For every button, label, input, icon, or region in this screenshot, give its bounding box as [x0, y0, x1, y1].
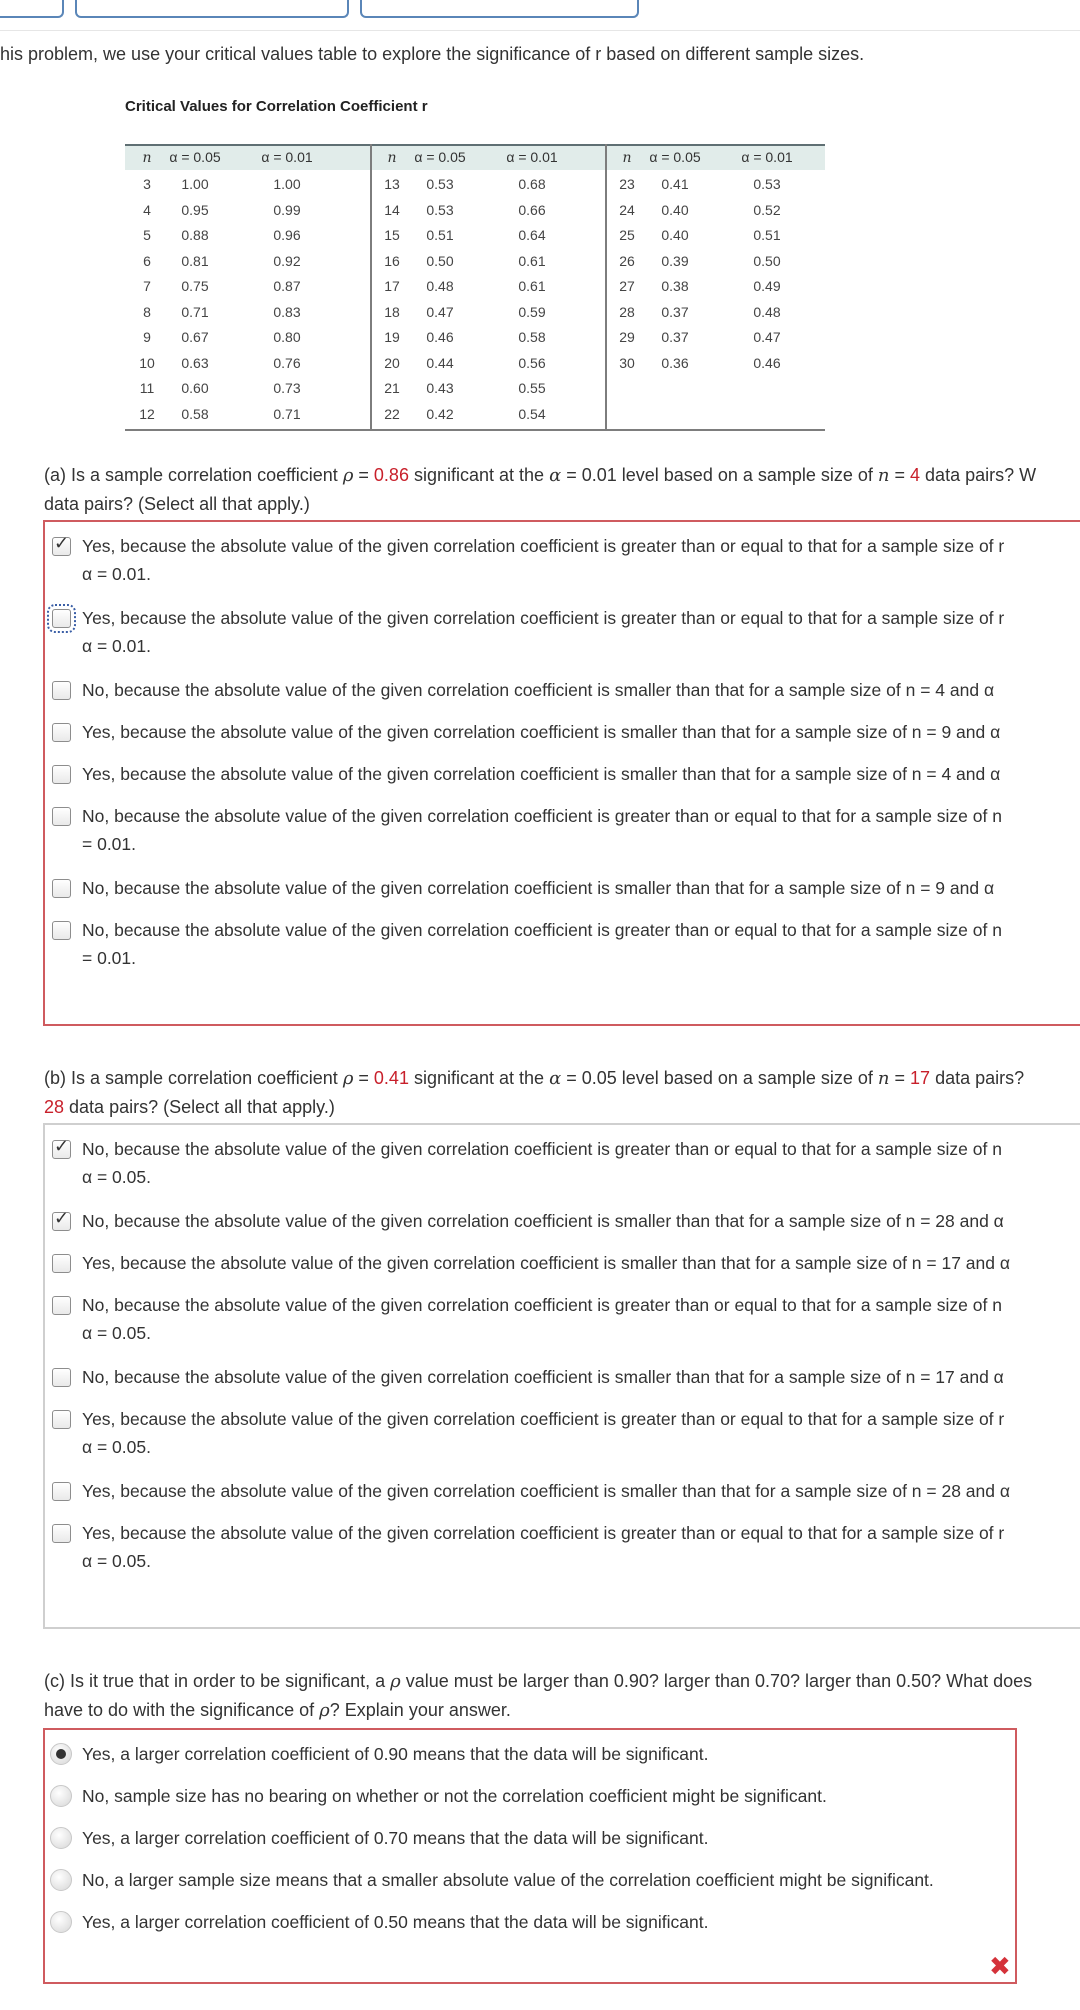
- table-cell-a01: 0.76: [273, 354, 301, 371]
- table-cell-a05: 0.48: [426, 278, 454, 294]
- table-cell-n: 11: [139, 380, 155, 396]
- table-cell-a01: 0.56: [518, 354, 546, 371]
- option-label-line2: α = 0.05.: [82, 1323, 151, 1343]
- option-label-line1: No, because the absolute value of the given correlation coefficient is greater than or equal to that for a sample size of n: [82, 806, 1002, 826]
- table-cell-a01: 0.61: [518, 278, 546, 294]
- table-cell-a01: 0.50: [753, 252, 781, 269]
- option-label[interactable]: [82, 1363, 1080, 1391]
- option-checkbox[interactable]: [52, 1524, 71, 1543]
- option-label-line1: No, because the absolute value of the given correlation coefficient is greater than or equal to that for a sample size of n: [82, 1139, 1002, 1159]
- option-label-line1: No, because the absolute value of the given correlation coefficient is smaller than that for a sample size of n = 4 and α: [82, 680, 995, 700]
- option-label[interactable]: [82, 874, 1080, 902]
- option-label[interactable]: [82, 1249, 1080, 1277]
- table-cell-a05: 1.00: [181, 176, 209, 192]
- table-cell-n: 27: [619, 278, 635, 294]
- table-cell-a01: 0.64: [518, 227, 546, 243]
- option-checkbox[interactable]: [52, 1296, 71, 1315]
- question-a-text: (a) Is a sample correlation coefficient ρ = 0.86 significant at the α = 0.01 level based on a sample size of n = 4 data pairs? W data pairs? (Select all that apply.): [44, 465, 1037, 514]
- table-cell-n: 5: [143, 227, 151, 243]
- table-cell-a05: 0.44: [426, 354, 454, 371]
- table-cell-a05: 0.67: [181, 329, 209, 345]
- table-cell-a05: 0.53: [426, 176, 454, 192]
- option-label-line1: Yes, because the absolute value of the given correlation coefficient is smaller than that for a sample size of n = 9 and α: [82, 722, 1001, 742]
- table-title: Critical Values for Correlation Coefficient r: [125, 98, 428, 115]
- table-cell-a01: 0.46: [753, 354, 781, 371]
- option-label[interactable]: No, sample size has no bearing on whether or not the correlation coefficient might be significant.: [82, 1786, 827, 1806]
- option-label[interactable]: [82, 718, 1080, 746]
- table-cell-a05: 0.75: [181, 278, 209, 294]
- table-cell-n: 30: [619, 354, 635, 371]
- intro-text: his problem, we use your critical values table to explore the significance of r based on different sample sizes.: [0, 44, 865, 64]
- option-label-line1: No, because the absolute value of the given correlation coefficient is smaller than that for a sample size of n = 9 and α: [82, 878, 995, 898]
- option-label-line1: No, because the absolute value of the given correlation coefficient is greater than or equal to that for a sample size of n: [82, 920, 1002, 940]
- table-cell-a05: 0.50: [426, 252, 454, 269]
- table-cell-n: 21: [384, 380, 400, 396]
- option-label-line1: No, because the absolute value of the given correlation coefficient is smaller than that for a sample size of n = 28 and α: [82, 1211, 1004, 1231]
- col-header-alpha-001: α = 0.01: [506, 149, 558, 165]
- table-cell-n: 28: [619, 303, 635, 320]
- option-label[interactable]: [82, 1135, 1080, 1191]
- table-cell-a01: 0.55: [518, 380, 546, 396]
- table-cell-n: 20: [384, 354, 400, 371]
- option-label[interactable]: No, a larger sample size means that a smaller absolute value of the correlation coefficient might be significant.: [82, 1870, 934, 1890]
- option-label[interactable]: [82, 1477, 1080, 1505]
- table-cell-a01: 0.47: [753, 329, 781, 345]
- table-cell-n: 29: [619, 329, 635, 345]
- table-cell-n: 17: [384, 278, 400, 294]
- table-cell-a05: 0.58: [181, 405, 209, 422]
- table-cell-a01: 0.66: [518, 201, 546, 218]
- table-cell-a05: 0.36: [661, 354, 689, 371]
- table-cell-n: 6: [143, 252, 151, 269]
- table-cell-a01: 0.59: [518, 303, 546, 320]
- table-cell-a05: 0.43: [426, 380, 454, 396]
- option-label-line1: No, because the absolute value of the given correlation coefficient is smaller than that for a sample size of n = 17 and α: [82, 1367, 1004, 1387]
- table-bottom-line: [125, 429, 825, 431]
- table-cell-a05: 0.53: [426, 201, 454, 218]
- table-cell-n: 3: [143, 176, 151, 192]
- col-header-n-label: n: [387, 150, 397, 166]
- table-cell-n: 23: [619, 176, 635, 192]
- col-header-alpha-005: α = 0.05: [649, 149, 701, 165]
- table-cell-n: 14: [384, 201, 400, 218]
- option-label-line1: Yes, because the absolute value of the given correlation coefficient is greater than or equal to that for a sample size of r: [82, 1523, 1005, 1543]
- col-header-n-label: n: [622, 150, 632, 166]
- table-cell-a05: 0.47: [426, 303, 454, 320]
- option-label-line2: α = 0.05.: [82, 1437, 151, 1457]
- critical-values-table: [125, 144, 825, 432]
- option-checkbox[interactable]: [52, 609, 71, 628]
- table-cell-a05: 0.42: [426, 405, 454, 422]
- table-cell-a01: 0.80: [273, 329, 301, 345]
- option-checkbox[interactable]: [52, 879, 71, 898]
- option-label-line1: Yes, because the absolute value of the given correlation coefficient is greater than or equal to that for a sample size of r: [82, 1409, 1005, 1429]
- option-checkbox[interactable]: [52, 807, 71, 826]
- table-cell-a01: 0.52: [753, 201, 781, 218]
- top-tab-1[interactable]: [0, 0, 64, 18]
- option-label[interactable]: Yes, a larger correlation coefficient of 0.50 means that the data will be significant.: [82, 1912, 709, 1932]
- option-label-line1: Yes, because the absolute value of the given correlation coefficient is greater than or equal to that for a sample size of r: [82, 608, 1005, 628]
- option-label-line2: α = 0.05.: [82, 1167, 151, 1187]
- option-label[interactable]: [82, 802, 1080, 858]
- option-radio[interactable]: [50, 1911, 72, 1933]
- table-cell-a05: 0.41: [661, 176, 689, 192]
- table-cell-a01: 0.71: [273, 405, 301, 422]
- option-label[interactable]: [82, 916, 1080, 972]
- table-cell-a05: 0.46: [426, 329, 454, 345]
- option-radio[interactable]: [50, 1869, 72, 1891]
- option-label[interactable]: [82, 760, 1080, 788]
- table-cell-a05: 0.37: [661, 329, 689, 345]
- option-checkbox[interactable]: [52, 921, 71, 940]
- table-cell-n: 7: [143, 278, 151, 294]
- table-cell-a05: 0.71: [181, 303, 209, 320]
- option-label-line1: Yes, because the absolute value of the given correlation coefficient is smaller than that for a sample size of n = 28 and α: [82, 1481, 1010, 1501]
- table-cell-a05: 0.39: [661, 252, 689, 269]
- table-cell-n: 26: [619, 252, 635, 269]
- col-header-alpha-001: α = 0.01: [741, 149, 793, 165]
- table-cell-n: 8: [143, 303, 151, 320]
- table-cell-a05: 0.38: [661, 278, 689, 294]
- table-cell-a01: 0.99: [273, 201, 301, 218]
- option-label-line2: α = 0.01.: [82, 636, 151, 656]
- col-header-n-label: n: [142, 150, 152, 166]
- option-checkbox[interactable]: [52, 1140, 71, 1159]
- table-cell-n: 16: [384, 252, 400, 269]
- table-cell-a05: 0.40: [661, 227, 689, 243]
- option-label-line2: = 0.01.: [82, 834, 137, 854]
- table-cell-n: 25: [619, 227, 635, 243]
- table-cell-n: 13: [384, 176, 400, 192]
- table-cell-n: 15: [384, 227, 400, 243]
- option-label-line2: α = 0.05.: [82, 1551, 151, 1571]
- option-label[interactable]: [82, 676, 1080, 704]
- option-label-line1: Yes, because the absolute value of the given correlation coefficient is smaller than that for a sample size of n = 17 and α: [82, 1253, 1010, 1273]
- option-label[interactable]: [82, 1519, 1080, 1575]
- option-label-line1: Yes, because the absolute value of the given correlation coefficient is greater than or equal to that for a sample size of r: [82, 536, 1005, 556]
- table-cell-a05: 0.81: [181, 252, 209, 269]
- table-cell-a05: 0.51: [426, 227, 454, 243]
- option-checkbox[interactable]: [52, 537, 71, 556]
- option-checkbox[interactable]: [52, 1212, 71, 1231]
- top-tab-3[interactable]: [360, 0, 639, 18]
- option-checkbox[interactable]: [52, 1368, 71, 1387]
- table-cell-a05: 0.37: [661, 303, 689, 320]
- table-cell-a01: 0.51: [753, 227, 781, 243]
- table-cell-a01: 0.53: [753, 176, 781, 192]
- table-cell-n: 18: [384, 303, 400, 320]
- incorrect-x-icon: ✖: [989, 1951, 1011, 1981]
- option-label-line2: = 0.01.: [82, 948, 137, 968]
- table-cell-a01: 0.96: [273, 227, 301, 243]
- table-cell-n: 9: [143, 329, 151, 345]
- table-cell-n: 19: [384, 329, 400, 345]
- question-b-text: (b) Is a sample correlation coefficient ρ = 0.41 significant at the α = 0.05 level based on a sample size of n = 17 data pairs? 28 data pairs? (Select all that apply.): [44, 1068, 1025, 1117]
- option-checkbox[interactable]: [52, 1410, 71, 1429]
- table-cell-a05: 0.60: [181, 380, 209, 396]
- table-cell-a01: 0.54: [518, 405, 546, 422]
- top-divider: [0, 30, 1080, 31]
- table-cell-a05: 0.88: [181, 227, 209, 243]
- col-header-alpha-005: α = 0.05: [169, 149, 221, 165]
- question-c-text: (c) Is it true that in order to be significant, a ρ value must be larger than 0.90? larger than 0.70? larger than 0.50? What does have to do with the significance of ρ? Explain your answer.: [44, 1671, 1033, 1721]
- col-header-alpha-005: α = 0.05: [414, 149, 466, 165]
- option-label[interactable]: [82, 1405, 1080, 1461]
- option-checkbox[interactable]: [52, 681, 71, 700]
- option-label[interactable]: [82, 1291, 1080, 1347]
- option-label-line1: No, because the absolute value of the given correlation coefficient is greater than or equal to that for a sample size of n: [82, 1295, 1002, 1315]
- table-cell-a01: 0.61: [518, 252, 546, 269]
- option-checkbox[interactable]: [52, 1482, 71, 1501]
- table-cell-a01: 0.49: [753, 278, 781, 294]
- option-radio[interactable]: [50, 1743, 72, 1765]
- table-cell-n: 24: [619, 201, 635, 218]
- table-cell-a01: 0.87: [273, 278, 301, 294]
- table-cell-a01: 1.00: [273, 176, 301, 192]
- option-checkbox[interactable]: [52, 723, 71, 742]
- option-label[interactable]: [82, 532, 1080, 588]
- table-cell-a01: 0.83: [273, 303, 301, 320]
- table-cell-a05: 0.40: [661, 201, 689, 218]
- option-label-line1: Yes, because the absolute value of the given correlation coefficient is smaller than that for a sample size of n = 4 and α: [82, 764, 1001, 784]
- table-cell-a01: 0.73: [273, 380, 301, 396]
- table-cell-n: 12: [139, 405, 155, 422]
- col-header-alpha-001: α = 0.01: [261, 149, 313, 165]
- table-cell-n: 10: [139, 354, 155, 371]
- option-label[interactable]: [82, 1207, 1080, 1235]
- option-checkbox[interactable]: [52, 765, 71, 784]
- option-radio[interactable]: [50, 1785, 72, 1807]
- table-cell-a01: 0.92: [273, 252, 301, 269]
- table-cell-a05: 0.63: [181, 354, 209, 371]
- table-cell-a01: 0.58: [518, 329, 546, 345]
- table-cell-a05: 0.95: [181, 201, 209, 218]
- table-cell-n: 4: [143, 201, 151, 218]
- option-label[interactable]: [82, 604, 1080, 660]
- table-cell-n: 22: [384, 405, 400, 422]
- table-cell-a01: 0.68: [518, 176, 546, 192]
- option-radio[interactable]: [50, 1827, 72, 1849]
- option-label-line2: α = 0.01.: [82, 564, 151, 584]
- option-label[interactable]: Yes, a larger correlation coefficient of 0.70 means that the data will be significant.: [82, 1828, 709, 1848]
- option-checkbox[interactable]: [52, 1254, 71, 1273]
- table-header-band: [125, 144, 825, 170]
- top-tab-2[interactable]: [75, 0, 349, 18]
- option-label[interactable]: Yes, a larger correlation coefficient of 0.90 means that the data will be significant.: [82, 1744, 709, 1764]
- table-cell-a01: 0.48: [753, 303, 781, 320]
